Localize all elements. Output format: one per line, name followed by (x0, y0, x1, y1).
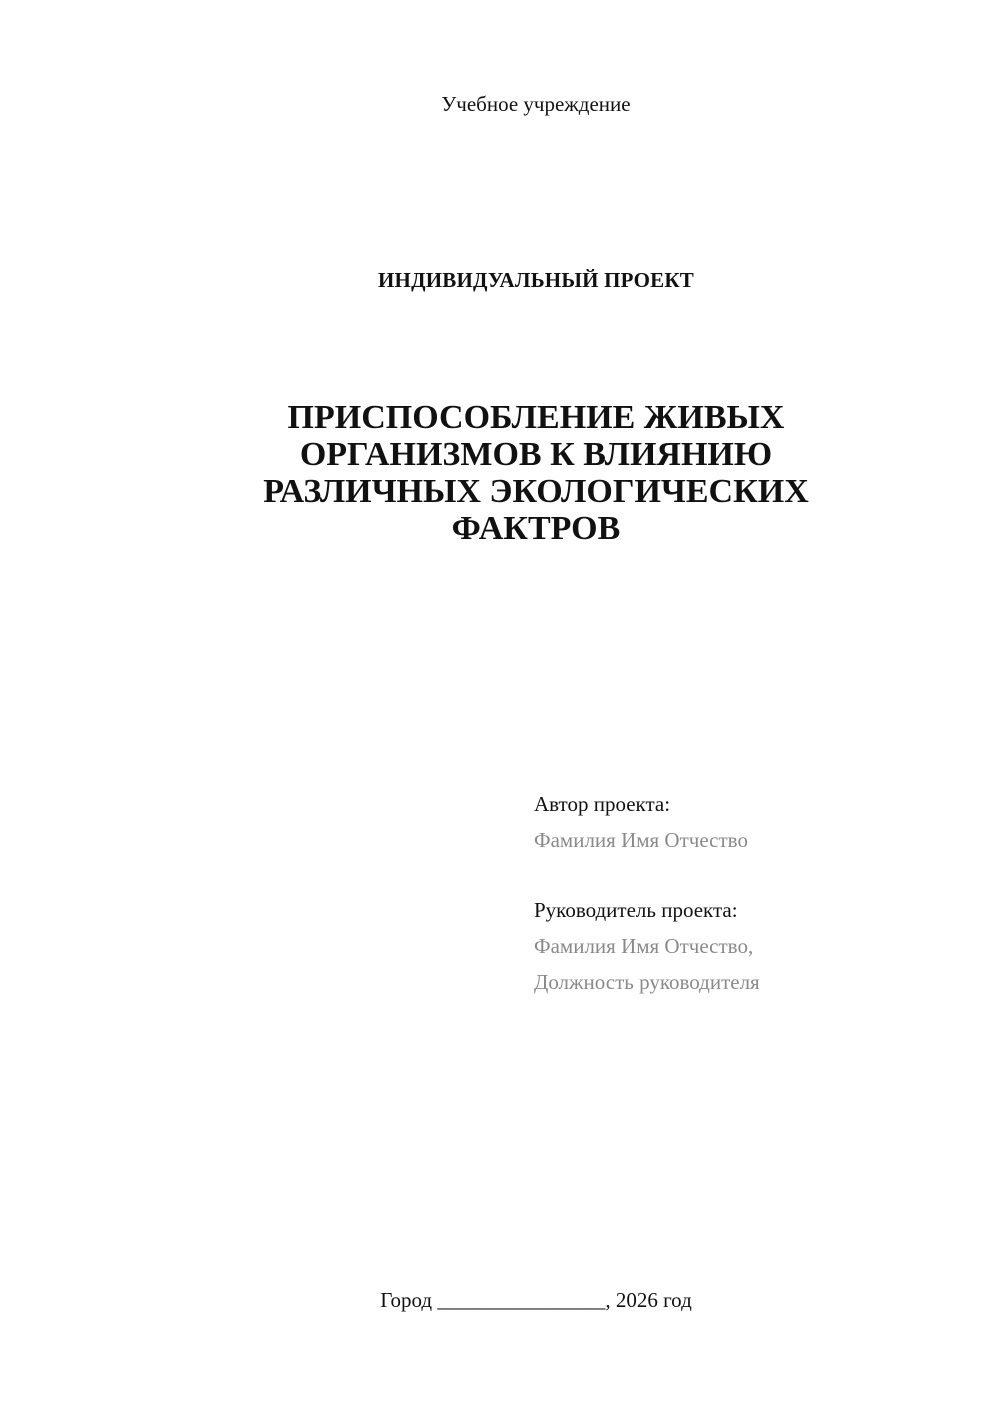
institution-name: Учебное учреждение (441, 92, 631, 116)
supervisor-name-placeholder: Фамилия Имя Отчество, (534, 934, 754, 958)
project-title-line-2: ОРГАНИЗМОВ К ВЛИЯНИЮ (299, 436, 773, 473)
author-block (534, 786, 974, 858)
supervisor-position-placeholder: Должность руководителя (534, 970, 760, 994)
project-title-line-4: ФАКТРОВ (451, 510, 621, 547)
project-title-line-1: ПРИСПОСОБЛЕНИЕ ЖИВЫХ (287, 399, 785, 436)
project-title (150, 399, 922, 547)
city-year-line: Город ________________, 2026 год (380, 1288, 692, 1312)
supervisor-block (534, 892, 974, 1000)
project-type-heading: ИНДИВИДУАЛЬНЫЙ ПРОЕКТ (378, 268, 694, 292)
supervisor-label: Руководитель проекта: (534, 898, 738, 922)
author-label: Автор проекта: (534, 792, 671, 816)
author-name-placeholder: Фамилия Имя Отчество (534, 828, 748, 852)
project-title-line-3: РАЗЛИЧНЫХ ЭКОЛОГИЧЕСКИХ (263, 473, 809, 510)
